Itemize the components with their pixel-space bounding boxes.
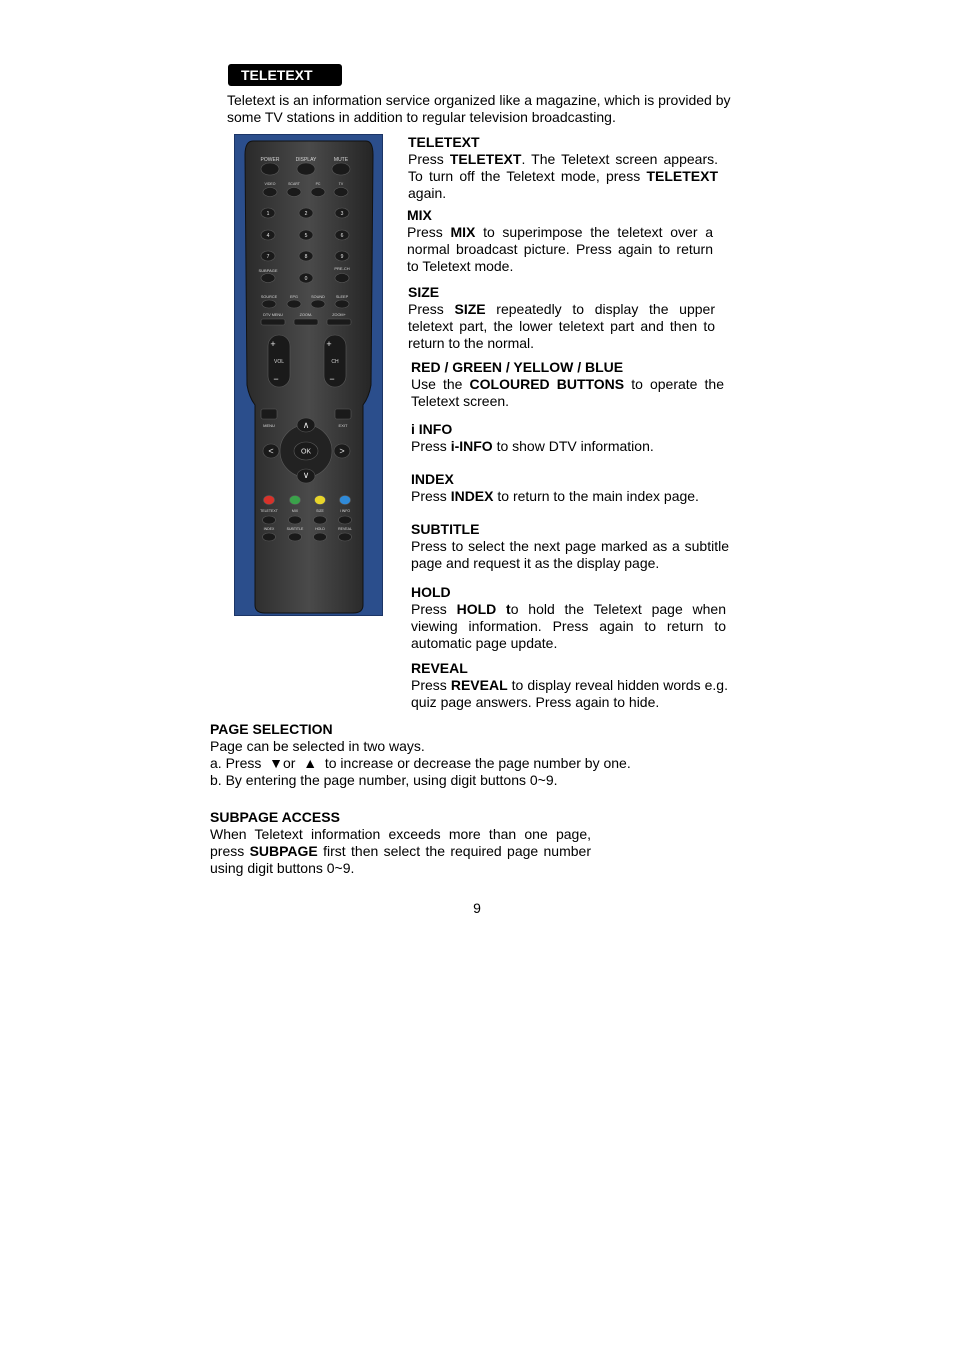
remote-epg-button[interactable] <box>287 300 301 308</box>
text-colour-buttons: Use the COLOURED BUTTONS to operate the Teletext screen. <box>411 376 725 409</box>
remote-colour-i-info-button[interactable] <box>340 496 351 505</box>
heading-subtitle: SUBTITLE <box>411 521 480 537</box>
intro-paragraph: Teletext is an information service organized like a magazine, which is provided by some TV stations in addition to regular television broadcasting. <box>227 92 731 125</box>
remote-reveal-button[interactable] <box>339 533 352 541</box>
remote-left-glyph: < <box>268 446 274 456</box>
remote-pre-ch-button[interactable] <box>335 274 349 283</box>
remote-subtitle-button[interactable] <box>289 533 302 541</box>
remote-colour-teletext-button[interactable] <box>264 496 275 505</box>
remote-menu-button[interactable] <box>261 409 277 419</box>
remote-label-sleep: SLEEP <box>335 295 349 299</box>
section-reveal <box>411 660 728 711</box>
remote-mute-button[interactable] <box>332 163 350 175</box>
section-mix <box>407 207 713 275</box>
remote-sleep-button[interactable] <box>335 300 349 308</box>
text-hold: Press HOLD to hold the Teletext page when viewing information. Press again to return to automatic page update. <box>411 601 726 651</box>
text-reveal: Press REVEAL to display reveal hidden words e.g. quiz page answers. Press again to hide. <box>411 677 728 710</box>
section-badge-teletext: TELETEXT <box>228 64 342 86</box>
remote-pc-button[interactable] <box>311 188 325 197</box>
page-selection-line-2: a. Press ▼or ▲ to increase or decrease the page number by one. <box>210 755 631 771</box>
remote-right-glyph: > <box>339 446 345 456</box>
text-subtitle: Press to select the next page marked as a subtitle page and request it as the display page. <box>411 538 729 571</box>
remote-label-size: SIZE <box>316 509 324 513</box>
text-teletext: Press TELETEXT. The Teletext screen appears. To turn off the Teletext mode, press TELETEXT again. <box>408 151 718 201</box>
remote-label-zoom-1: ZOOM- <box>299 313 313 317</box>
remote-down-glyph: ∨ <box>302 470 310 480</box>
remote-label-mute: MUTE <box>333 157 349 163</box>
remote-label-subpage: SUBPAGE <box>258 268 278 273</box>
section-hold <box>411 584 726 652</box>
section-page-selection <box>210 721 670 789</box>
remote-label-dtv-menu-0: DTV MENU <box>263 313 283 317</box>
remote-digit-1-glyph: 1 <box>266 210 270 217</box>
remote-label-pre-ch: PRE-CH <box>334 266 350 271</box>
heading-teletext: TELETEXT <box>408 134 480 150</box>
page-number: 9 <box>473 900 481 916</box>
remote-control-image <box>234 134 383 616</box>
remote-digit-8-glyph: 8 <box>304 253 308 260</box>
remote-digit-5-glyph: 5 <box>304 232 308 239</box>
remote-label-i-info: i INFO <box>339 509 351 513</box>
remote-zoom-1-button[interactable] <box>294 319 318 325</box>
remote-size-button[interactable] <box>314 516 327 524</box>
remote-index-button[interactable] <box>263 533 276 541</box>
remote-label-source: SOURCE <box>260 295 278 299</box>
remote-digit-2-glyph: 2 <box>304 210 308 217</box>
remote-digit-9-glyph: 9 <box>340 253 344 260</box>
remote-vol-plus-glyph: + <box>270 339 276 349</box>
remote-label-scart: SCART <box>288 182 300 186</box>
remote-label-epg: EPG <box>289 295 299 299</box>
section-teletext <box>408 134 718 202</box>
remote-mix-button[interactable] <box>289 516 302 524</box>
remote-colour-size-button[interactable] <box>315 496 326 505</box>
section-size <box>408 284 715 352</box>
text-subpage-access: When Teletext information exceeds more than one page, press SUBPAGE first then select the required page number using digit buttons 0~9. <box>210 826 591 876</box>
remote-display-button[interactable] <box>297 163 315 175</box>
remote-scart-button[interactable] <box>287 188 301 197</box>
remote-i-info-button[interactable] <box>339 516 352 524</box>
page-selection-line-3: b. By entering the page number, using digit buttons 0~9. <box>210 772 558 788</box>
heading-reveal: REVEAL <box>411 660 468 676</box>
remote-tv-button[interactable] <box>334 188 348 197</box>
remote-hold-button[interactable] <box>314 533 327 541</box>
remote-label-vol: VOL <box>273 359 285 365</box>
text-index: Press INDEX to return to the main index page. <box>411 488 699 504</box>
section-subpage-access <box>210 809 591 877</box>
remote-label-subtitle: SUBTITLE <box>286 527 304 531</box>
heading-hold: HOLD <box>411 584 451 600</box>
remote-dtv-menu-0-button[interactable] <box>261 319 285 325</box>
remote-vol-minus-glyph: − <box>273 374 279 384</box>
heading-mix: MIX <box>407 207 432 223</box>
text-i-info: Press i-INFO to show DTV information. <box>411 438 654 454</box>
text-mix: Press MIX to superimpose the teletext over a normal broadcast picture. Press again to return to Teletext mode. <box>407 224 713 274</box>
heading-i-info: i INFO <box>411 421 453 437</box>
remote-label-hold: HOLD <box>315 527 325 531</box>
remote-label-teletext: TELETEXT <box>260 509 278 513</box>
heading-colour-buttons: RED / GREEN / YELLOW / BLUE <box>411 359 624 375</box>
remote-label-menu: MENU <box>263 423 275 428</box>
section-index <box>411 471 724 505</box>
remote-ch-plus-glyph: + <box>326 339 332 349</box>
remote-label-tv: TV <box>338 182 344 186</box>
remote-source-button[interactable] <box>262 300 276 308</box>
remote-label-power: POWER <box>260 157 280 163</box>
heading-index: INDEX <box>411 471 454 487</box>
remote-colour-mix-button[interactable] <box>290 496 301 505</box>
remote-label-reveal: REVEAL <box>338 527 352 531</box>
remote-teletext-button[interactable] <box>263 516 276 524</box>
remote-label-mix: MIX <box>291 509 299 513</box>
page-selection-line-1: Page can be selected in two ways. <box>210 738 425 754</box>
remote-control-drawing <box>235 135 383 616</box>
remote-sound-button[interactable] <box>311 300 325 308</box>
remote-ok-glyph: OK <box>300 448 312 456</box>
section-colour-buttons <box>411 359 724 410</box>
remote-label-exit: EXIT <box>338 423 348 428</box>
heading-size: SIZE <box>408 284 440 300</box>
remote-label-zoom-2: ZOOM+ <box>332 313 346 317</box>
remote-label-ch: CH <box>331 359 339 365</box>
remote-label-index: INDEX <box>263 527 275 531</box>
remote-digit-4-glyph: 4 <box>266 232 270 239</box>
remote-digit-3-glyph: 3 <box>340 210 344 217</box>
remote-digit-6-glyph: 6 <box>340 232 344 239</box>
remote-exit-button[interactable] <box>335 409 351 419</box>
remote-label-sound: SOUND <box>311 295 325 299</box>
remote-subpage-button[interactable] <box>261 274 275 283</box>
remote-label-pc: PC <box>315 182 321 186</box>
text-size: Press SIZE repeatedly to display the upper teletext part, the lower teletext part and then to return to the normal. <box>408 301 715 351</box>
heading-subpage-access: SUBPAGE ACCESS <box>210 809 340 825</box>
remote-digit-7-glyph: 7 <box>266 253 270 260</box>
remote-video-button[interactable] <box>263 188 277 197</box>
remote-power-button[interactable] <box>261 163 279 175</box>
remote-up-glyph: ∧ <box>302 420 310 430</box>
remote-label-display: DISPLAY <box>295 157 317 163</box>
remote-label-video: VIDEO <box>264 182 276 186</box>
remote-zoom-2-button[interactable] <box>327 319 351 325</box>
remote-ch-minus-glyph: − <box>329 374 335 384</box>
section-i-info <box>411 421 724 455</box>
heading-page-selection: PAGE SELECTION <box>210 721 333 737</box>
remote-digit-0-glyph: 0 <box>304 276 308 282</box>
section-subtitle <box>411 521 729 572</box>
